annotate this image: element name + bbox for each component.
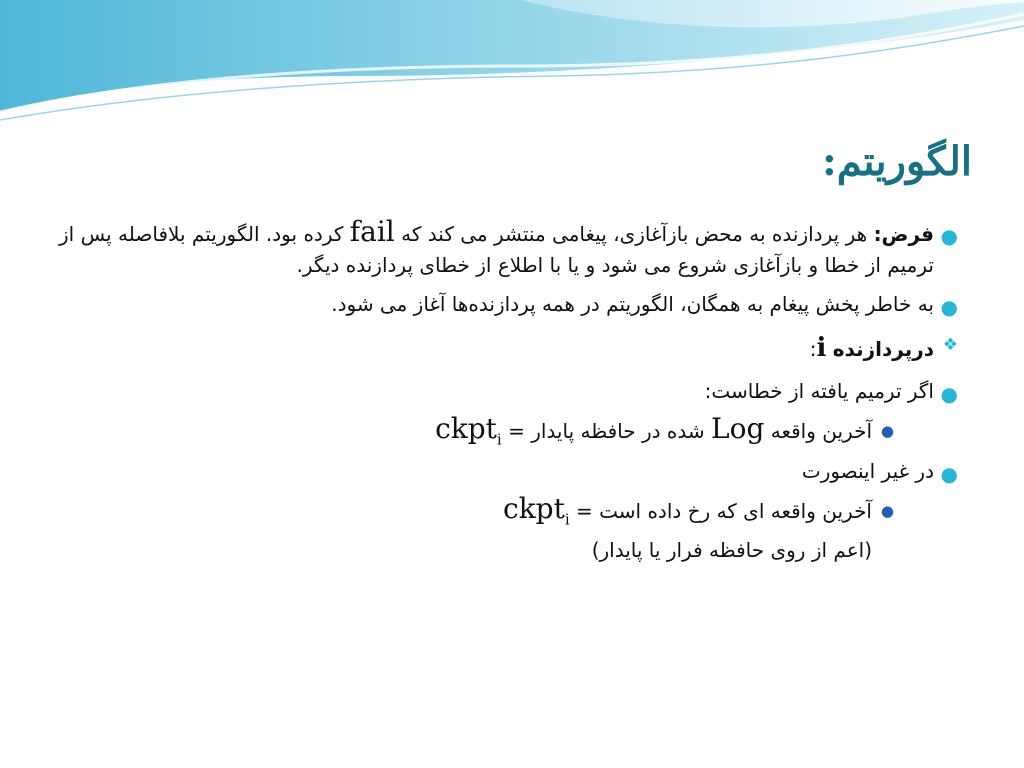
processor-heading-colon: : [809,337,817,361]
ckpt-term [435,412,502,449]
rule-else [59,491,894,529]
ckpt-text: ckpt [503,491,565,525]
broadcast-paragraph [59,289,958,320]
processor-heading-text: درپردازنده [832,337,934,361]
ckpt-text: ckpt [435,412,497,446]
memory-note: (اعم از روی حافظه فرار یا پایدار) [591,538,872,563]
round-bullet-icon: ● [940,461,958,486]
broadcast-text: به خاطر پخش پیغام به همگان، الگوریتم در همه پردازنده‌ها آغاز می شود. [331,292,934,316]
header-wave-decoration [0,0,1024,130]
assumption-text-end: کرده بود. الگوریتم بلافاصله پس از ترمیم از خطا و بازآغازی شروع می شود و یا با اطلاع از خطای پردازنده دیگر. [59,222,934,277]
assumption-label: فرض: [873,222,935,246]
fail-word: fail [349,215,395,248]
rule-else-text: آخرین واقعه ای که رخ داده است = [576,498,872,523]
round-bullet-icon: ● [940,382,958,407]
slide-title: الگوریتم: [822,138,972,185]
assumption-text-start: هر پردازنده به محض بازآغازی، پیغامی منتشر می کند که [401,222,868,246]
case-repaired [59,376,958,407]
round-bullet-icon: ● [940,224,958,248]
ckpt-term [503,491,570,529]
assumption-paragraph [59,215,958,281]
rule-repaired-text-end: شده در حافظه پایدار = [508,419,705,444]
ckpt-subscript: i [496,430,502,449]
round-bullet-icon: ● [940,295,958,319]
rule-repaired-text-start: آخرین واقعه [770,419,872,444]
processor-variable: i [816,333,827,363]
rule-repaired [59,412,894,449]
case-repaired-text: اگر ترمیم یافته از خطاست: [704,379,934,404]
log-word: Log [711,412,765,446]
case-else-text: در غیر اینصورت [801,458,934,483]
slide-content [59,215,958,566]
diamond-bullet-icon: ❖ [942,335,958,355]
small-round-bullet-icon: ● [880,501,894,520]
ckpt-subscript: i [564,510,570,529]
case-else [59,456,958,487]
processor-heading [59,328,958,368]
small-round-bullet-icon: ● [880,422,894,441]
